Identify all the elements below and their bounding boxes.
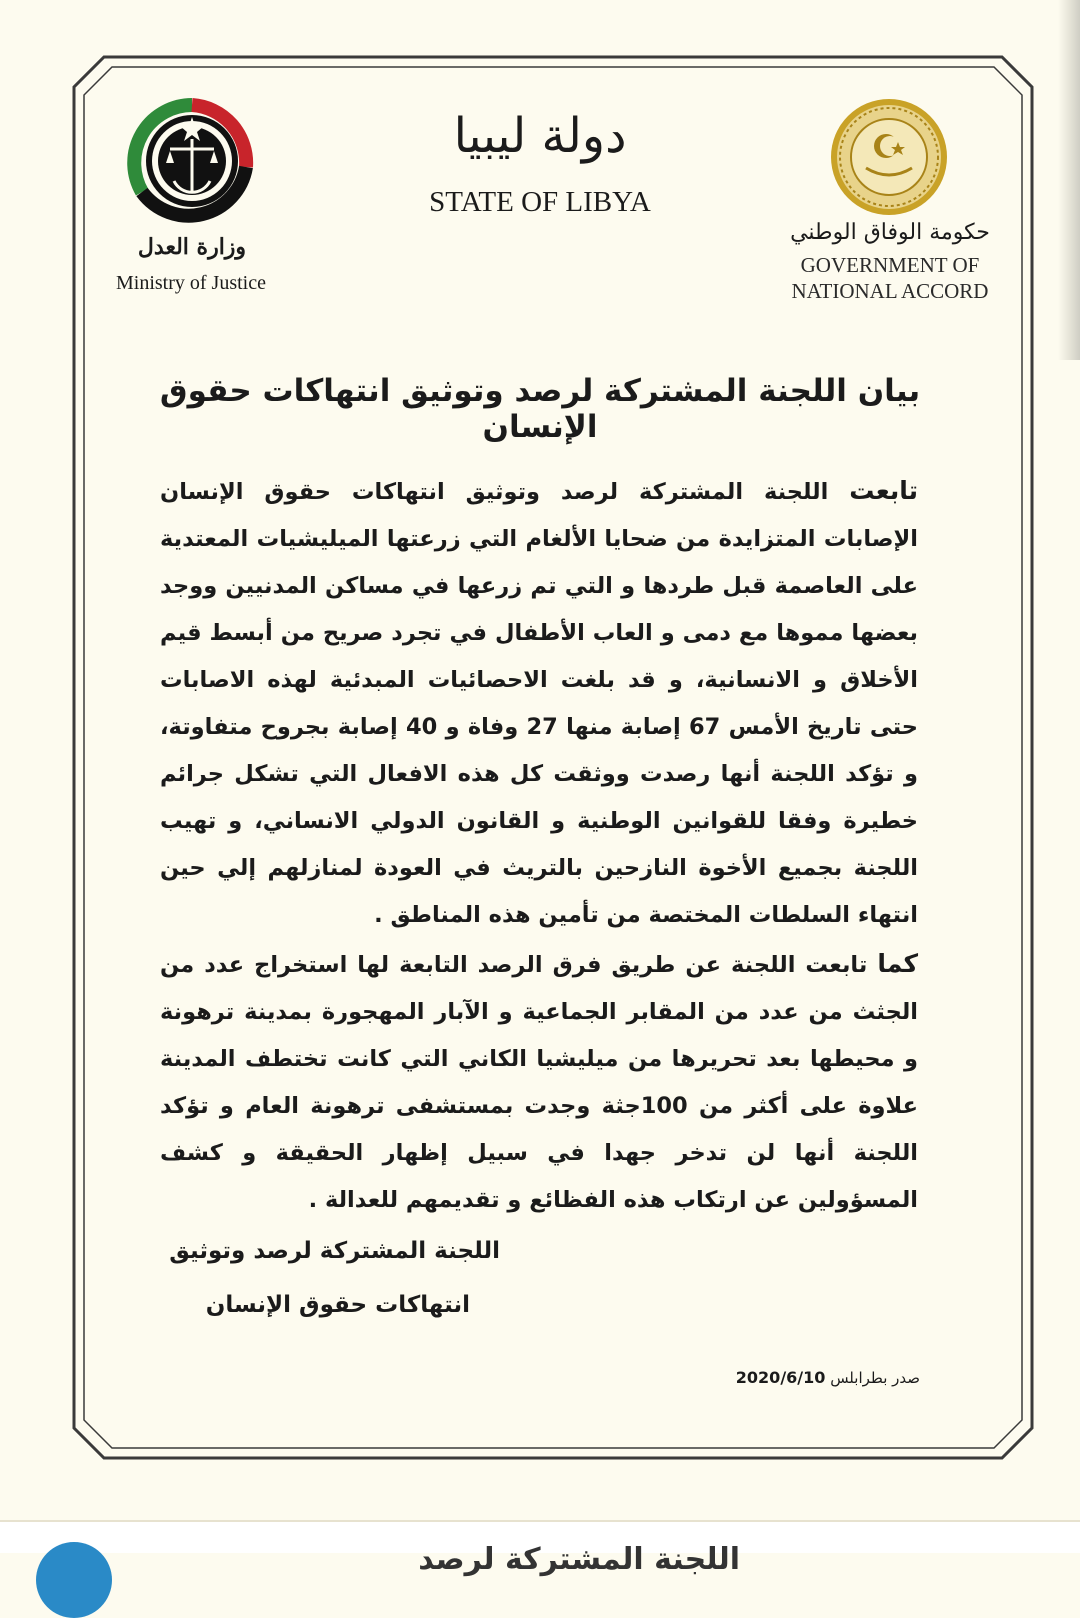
paragraph-1-text: اللجنة المشتركة لرصد وتوثيق انتهاكات حقوق الإنسان الإصابات المتزايدة من ضحايا الألغام التي زرعتها الميليشيات المعتدية على العاصمة قبل طردها و التي تم زرعها في مساكن المدنيين ووجد بعضها مموها مع دمى و العاب الأطفال في تجرد صريح من أبسط قيم الأخلاق و الانسانية، و قد بلغت الاحصائيات المبدئية لهذه الاصابات حتى تاريخ الأمس 67 إصابة منها 27 وفاة و 40 إصابة بجروح متفاوتة، و تؤكد اللجنة أنها رصدت ووثقت كل هذه الافعال التي تشكل جرائم خطيرة وفقا للقوانين الوطنية و القانون الدولي الانساني، و تهيب اللجنة بجميع الأخوة النازحين بالتريث في العودة لمنازلهم إلي حين انتهاء السلطات المختصة من تأمين هذه المناطق . <box>160 479 918 928</box>
ministry-arabic-name: وزارة العدل <box>137 234 247 260</box>
issued-label: صدر بطرابلس <box>830 1369 920 1387</box>
paragraph-1-lead: تابعت <box>849 476 918 505</box>
next-post-preview[interactable] <box>0 1522 1080 1577</box>
gna-english-name <box>770 252 1010 304</box>
avatar[interactable] <box>36 1542 112 1618</box>
gna-arabic-name: حكومة الوفاق الوطني <box>790 220 990 245</box>
page-edge-shadow <box>1058 0 1080 360</box>
issue-place-date <box>700 1368 920 1387</box>
issued-date: 2020/6/10 <box>735 1368 826 1387</box>
paragraph-2-text: تابعت اللجنة عن طريق فرق الرصد التابعة لها استخراج عدد من الجثث من عدد من المقابر الجماعية و الآبار المهجورة بمدينة ترهونة و محيطها بعد تحريرها من ميليشيا الكاني التي كانت تختطف المدينة علاوة على أكثر من 100جثة وجدت بمستشفى ترهونة العام و تؤكد اللجنة أنها لن تدخر جهدا في سبيل إظهار الحقيقة و كشف المسؤولين عن ارتكاب هذه الفظائع و تقديمهم للعدالة . <box>160 952 918 1213</box>
paragraph-1 <box>160 467 918 939</box>
signature-line-2: انتهاكات حقوق الإنسان <box>205 1292 470 1318</box>
document-title: بيان اللجنة المشتركة لرصد وتوثيق انتهاكات حقوق الإنسان <box>159 373 921 445</box>
gna-gold-seal-icon <box>828 96 950 218</box>
ministry-english-name: Ministry of Justice <box>116 272 266 294</box>
state-arabic-name: دولة ليبيا <box>453 108 627 164</box>
gna-english-line-1: GOVERNMENT OF <box>800 253 980 277</box>
ministry-of-justice-emblem-icon <box>122 97 262 227</box>
signature-line-1: اللجنة المشتركة لرصد وتوثيق <box>169 1238 500 1264</box>
paragraph-2-lead: كما <box>877 949 918 978</box>
state-english-name: STATE OF LIBYA <box>429 186 651 218</box>
gna-english-line-2: NATIONAL ACCORD <box>791 279 989 303</box>
paragraph-2 <box>160 940 918 1224</box>
next-post-text: اللجنة المشتركة لرصد <box>418 1542 740 1577</box>
